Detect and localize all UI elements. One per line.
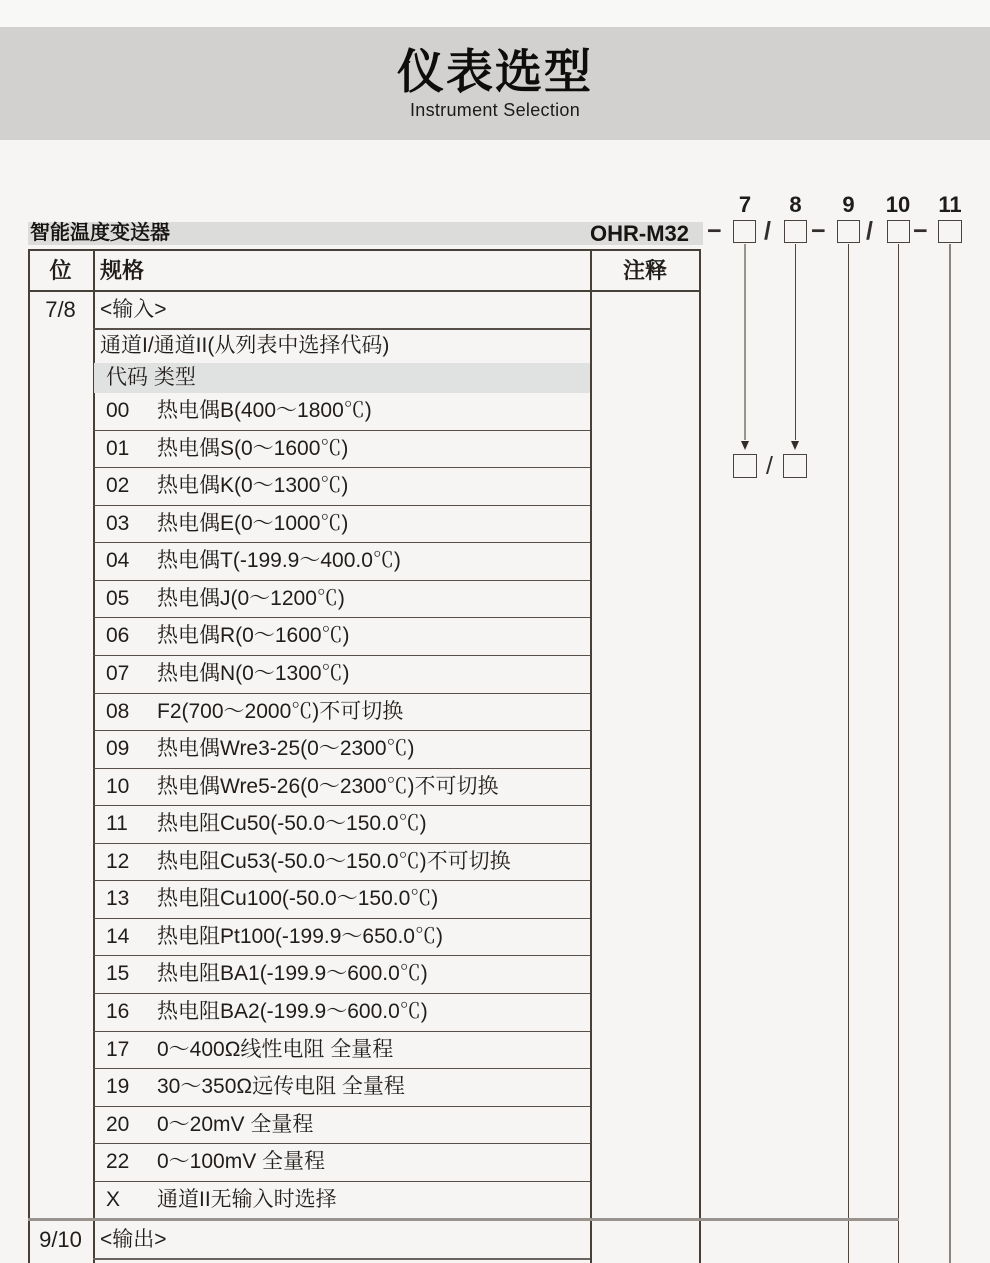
code-type-label: 0～400Ω线性电阻 全量程 [157, 1037, 394, 1061]
code-row [93, 618, 590, 656]
code-type-label: 热电偶Wre5-26(0～2300℃)不可切换 [157, 774, 499, 798]
code-row [93, 393, 590, 431]
code-type-label: 热电偶N(0～1300℃) [157, 661, 350, 685]
code-row [93, 844, 590, 882]
down-arrow-icon [741, 441, 749, 450]
code-rows [93, 393, 590, 1219]
code-type-label: 0～20mV 全量程 [157, 1112, 314, 1136]
code-value: 14 [106, 924, 130, 948]
code-value: 09 [106, 737, 130, 761]
connector-line-9 [848, 244, 849, 1263]
code-type-label: F2(700～2000℃)不可切换 [157, 699, 404, 723]
dash-separator: − [913, 217, 928, 245]
code-type-label: 热电阻Cu53(-50.0～150.0℃)不可切换 [157, 849, 511, 873]
dash-separator: − [707, 217, 722, 245]
code-type-label: 热电阻Pt100(-199.9～650.0℃) [157, 924, 443, 948]
code-value: 01 [106, 436, 130, 460]
header-note: 注释 [622, 258, 667, 283]
code-row [93, 994, 590, 1032]
order-code-box-8 [784, 220, 807, 243]
page-subtitle: Instrument Selection [409, 99, 581, 120]
code-type-label: 热电阻Cu100(-50.0～150.0℃) [157, 887, 439, 911]
code-row [93, 1182, 590, 1220]
position-number-8: 8 [789, 192, 802, 217]
position-cell-output: 9/10 [39, 1227, 82, 1252]
code-type-header: 代码 类型 [94, 363, 590, 393]
code-row [93, 656, 590, 694]
code-type-label: 热电阻Cu50(-50.0～150.0℃) [157, 812, 427, 836]
position-number-9: 9 [842, 192, 855, 217]
position-number-7: 7 [738, 192, 752, 217]
code-row [93, 1144, 590, 1182]
channel1-code-box [733, 454, 757, 478]
code-value: 00 [106, 399, 130, 422]
top-strip [0, 0, 990, 27]
code-type-label: 30～350Ω远传电阻 全量程 [157, 1075, 405, 1099]
row-divider [93, 1258, 590, 1260]
code-value: 13 [106, 887, 130, 911]
slash-separator: / [766, 452, 773, 480]
code-value: X [106, 1187, 121, 1211]
slash-separator: / [764, 217, 771, 245]
code-value: 08 [106, 699, 130, 723]
code-type-label: 热电偶T(-199.9～400.0℃) [157, 549, 401, 573]
code-type-label: 热电偶J(0～1200℃) [157, 586, 345, 610]
model-code: OHR-M32 [589, 221, 689, 246]
order-code-box-7 [733, 220, 756, 243]
column-divider-spec-note [590, 249, 592, 1263]
connector-line-7 [744, 244, 746, 440]
dash-separator: − [811, 217, 826, 245]
code-value: 03 [106, 511, 130, 535]
table-border-right [699, 249, 701, 1263]
channel-note: 通道I/通道II(从列表中选择代码) [100, 334, 390, 357]
page-title: 仪表选型 [397, 45, 593, 99]
table-border-left [28, 249, 30, 1263]
code-row [93, 694, 590, 732]
code-type-label: 热电阻BA1(-199.9～600.0℃) [157, 962, 428, 986]
code-value: 15 [106, 962, 130, 986]
order-code-box-10 [887, 220, 910, 243]
code-value: 06 [106, 624, 130, 648]
order-code-box-11 [938, 220, 962, 243]
code-value: 20 [106, 1112, 130, 1136]
code-type-label: 热电偶B(400～1800℃) [157, 399, 372, 422]
code-row [93, 806, 590, 844]
code-value: 02 [106, 474, 130, 498]
code-row [93, 506, 590, 544]
model-band [28, 222, 703, 245]
code-row [93, 956, 590, 994]
input-section-title: <输入> [100, 298, 167, 321]
code-row [93, 769, 590, 807]
header-position: 位 [49, 258, 72, 283]
code-type-label: 通道II无输入时选择 [157, 1187, 337, 1211]
code-type-label: 热电偶Wre3-25(0～2300℃) [157, 737, 415, 761]
code-value: 16 [106, 1000, 130, 1023]
order-code-box-9 [837, 220, 860, 243]
code-row [93, 1107, 590, 1145]
slash-separator: / [866, 217, 873, 245]
code-value: 22 [106, 1150, 130, 1174]
product-name: 智能温度变送器 [30, 222, 170, 244]
code-row [93, 1069, 590, 1107]
code-type-label: 热电偶K(0～1300℃) [157, 474, 349, 498]
code-value: 11 [106, 812, 128, 836]
code-value: 12 [106, 849, 130, 873]
code-type-label: 0～100mV 全量程 [157, 1150, 326, 1174]
code-value: 10 [106, 774, 130, 798]
code-value: 19 [106, 1075, 130, 1099]
connector-line-8 [795, 244, 796, 440]
code-row [93, 468, 590, 506]
code-row [93, 581, 590, 619]
connector-line-10 [898, 244, 899, 1263]
table-header-row [28, 251, 701, 290]
position-number-11: 11 [938, 192, 962, 217]
code-type-label: 热电阻BA2(-199.9～600.0℃) [157, 1000, 428, 1023]
selection-table [28, 249, 701, 1263]
code-row [93, 919, 590, 957]
code-value: 04 [106, 549, 130, 573]
code-type-label: 热电偶R(0～1600℃) [157, 624, 350, 648]
connector-line-11 [949, 244, 951, 1263]
code-type-label: 热电偶S(0～1600℃) [157, 436, 349, 460]
code-type-label: 热电偶E(0～1000℃) [157, 511, 349, 535]
code-row [93, 731, 590, 769]
code-row [93, 881, 590, 919]
title-band [0, 27, 990, 140]
code-row [93, 543, 590, 581]
position-cell-input: 7/8 [45, 297, 76, 322]
output-section-title: <输出> [100, 1228, 167, 1251]
code-row [93, 1032, 590, 1070]
code-row [93, 431, 590, 469]
channel2-code-box [783, 454, 807, 478]
position-number-10: 10 [885, 192, 911, 217]
code-value: 05 [106, 586, 130, 610]
down-arrow-icon [791, 441, 799, 450]
code-value: 17 [106, 1037, 130, 1061]
header-spec: 规格 [100, 258, 145, 283]
code-value: 07 [106, 661, 130, 685]
